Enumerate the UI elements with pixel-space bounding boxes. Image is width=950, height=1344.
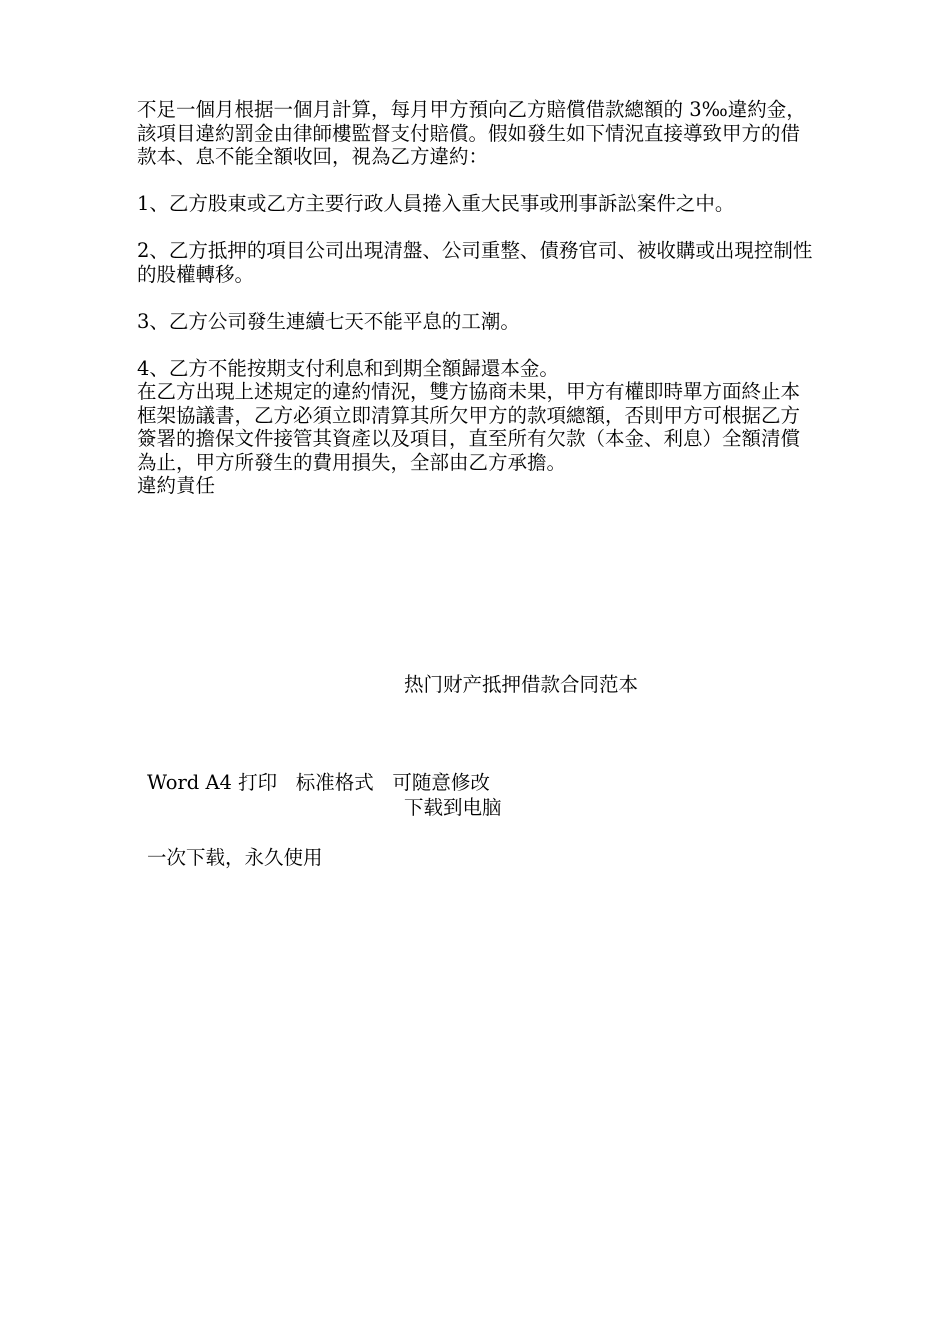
download-link[interactable]: 下载到电脑 [404, 796, 502, 819]
clause-1: 1、乙方股東或乙方主要行政人員捲入重大民事或刑事訴訟案件之中。 [137, 192, 735, 215]
clause-2: 2、乙方抵押的項目公司出現清盤、公司重整、債務官司、被收購或出現控制性的股權轉移。 [137, 239, 813, 286]
paragraph-termination: 在乙方出現上述規定的違約情況，雙方協商未果，甲方有權即時單方面終止本框架協議書，乙方必須立即清算其所欠甲方的款項總額，否則甲方可根据乙方簽署的擔保文件接管其資產以及項目，直至所有欠款（本金、利息）全額清償為止，甲方所發生的費用損失，全部由乙方承擔。 [137, 380, 801, 474]
clause-4: 4、乙方不能按期支付利息和到期全額歸還本金。 [137, 356, 559, 380]
paragraph-spacer [137, 169, 817, 193]
contract-body [137, 98, 817, 498]
paragraph-spacer [137, 333, 817, 357]
clause-3: 3、乙方公司發生連續七天不能平息的工潮。 [137, 309, 520, 333]
promo-title[interactable]: 热门财产抵押借款合同范本 [404, 673, 639, 696]
promo-features-line-2: 一次下载，永久使用 [147, 846, 323, 869]
paragraph-spacer [137, 286, 817, 310]
paragraph-spacer [137, 216, 817, 240]
paragraph-penalty-terms: 不足一個月根据一個月計算，每月甲方預向乙方賠償借款總額的 3‰違約金，該項目違約罰金由律師樓監督支付賠償。假如發生如下情況直接導致甲方的借款本、息不能全額收回，視為乙方違約： [137, 98, 806, 168]
promo-features-line-1: Word A4 打印 标准格式 可随意修改 [147, 771, 490, 794]
section-heading-breach-liability: 違約責任 [137, 474, 216, 497]
